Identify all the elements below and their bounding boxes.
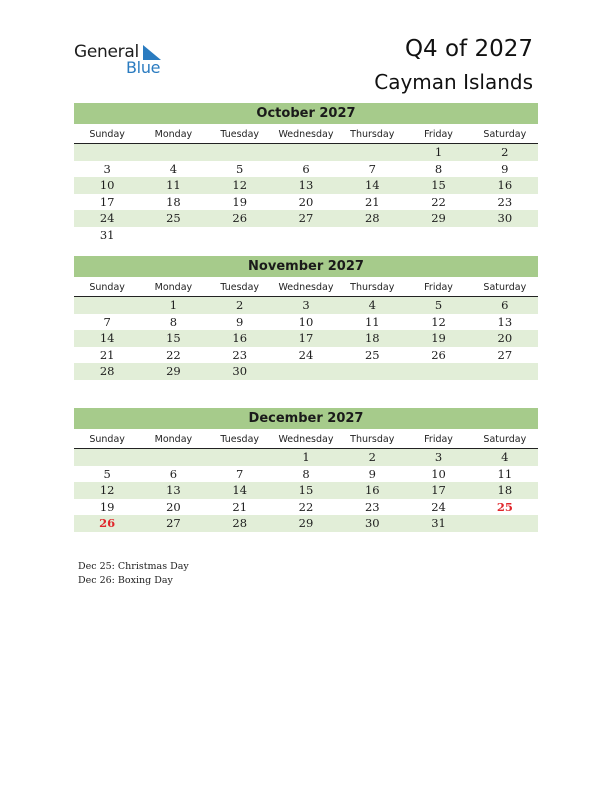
weekday-label: Monday	[154, 434, 193, 445]
day-cell: 16	[497, 178, 513, 192]
day-cell: 13	[166, 483, 181, 497]
day-cell: 31	[431, 516, 446, 530]
empty-day-cell	[405, 227, 471, 244]
weekday-label: Wednesday	[278, 434, 334, 445]
day-cell: 12	[232, 178, 248, 192]
day-cell: 28	[232, 516, 248, 530]
holiday-entry: Dec 26: Boxing Day	[78, 575, 173, 586]
weekday-label: Saturday	[483, 282, 527, 293]
day-cell: 2	[501, 145, 509, 159]
day-cell: 11	[166, 178, 181, 192]
day-cell: 24	[431, 499, 446, 514]
week-row	[74, 363, 538, 380]
day-cell: 23	[364, 499, 380, 514]
day-cell: 2	[368, 450, 376, 464]
day-cell: 10	[431, 466, 446, 481]
day-cell: 7	[103, 314, 111, 329]
day-cell: 27	[497, 347, 513, 362]
empty-day-cell	[273, 363, 339, 380]
weekday-label: Tuesday	[220, 129, 260, 140]
month-october	[74, 103, 538, 243]
week-row	[74, 482, 538, 499]
day-cell: 12	[431, 314, 446, 329]
day-cell: 9	[236, 314, 244, 329]
day-cell: 18	[166, 194, 181, 209]
empty-day-cell	[339, 363, 405, 380]
empty-day-cell	[339, 227, 405, 244]
month-title: October 2027	[74, 103, 538, 124]
weekday-label: Sunday	[89, 129, 125, 140]
holiday-entry: Dec 25: Christmas Day	[78, 561, 189, 572]
empty-day-cell	[273, 144, 339, 161]
day-cell: 9	[501, 161, 509, 176]
day-cell: 2	[236, 298, 244, 312]
day-cell: 6	[302, 161, 310, 176]
weekday-label: Saturday	[483, 434, 527, 445]
day-cell: 4	[501, 450, 509, 464]
weekday-header-row	[74, 126, 538, 144]
empty-day-cell	[74, 449, 140, 466]
day-cell: 10	[99, 178, 115, 192]
day-cell: 15	[298, 483, 314, 497]
day-cell: 23	[232, 347, 248, 362]
day-cell: 29	[431, 211, 446, 225]
day-cell: 30	[364, 516, 380, 530]
empty-day-cell	[140, 449, 206, 466]
weekday-label: Wednesday	[278, 129, 334, 140]
week-row	[74, 194, 538, 211]
day-cell: 13	[298, 178, 314, 192]
empty-day-cell	[273, 227, 339, 244]
day-cell: 23	[497, 194, 513, 209]
day-cell: 5	[236, 161, 244, 176]
day-cell: 3	[434, 450, 443, 464]
day-cell: 13	[497, 314, 513, 329]
empty-day-cell	[207, 227, 273, 244]
day-cell: 5	[434, 298, 443, 312]
day-cell: 28	[99, 364, 115, 378]
day-cell: 11	[497, 466, 513, 481]
week-row	[74, 177, 538, 194]
day-cell: 3	[103, 161, 111, 176]
day-cell: 25	[166, 211, 181, 225]
day-cell: 18	[364, 331, 380, 345]
day-cell: 24	[298, 347, 314, 362]
weekday-label: Saturday	[483, 129, 527, 140]
day-cell: 14	[232, 483, 248, 497]
week-row	[74, 499, 538, 516]
day-cell: 7	[236, 466, 244, 481]
day-cell: 1	[434, 145, 443, 159]
day-cell: 26	[431, 347, 446, 362]
weekday-label: Monday	[154, 282, 193, 293]
day-cell: 17	[99, 194, 115, 209]
day-cell: 4	[169, 161, 178, 176]
day-cell: 24	[99, 211, 115, 225]
day-cell: 27	[298, 211, 314, 225]
day-cell: 6	[501, 298, 509, 312]
weekday-label: Wednesday	[278, 282, 334, 293]
day-cell: 29	[298, 516, 314, 530]
week-row	[74, 466, 538, 483]
day-cell: 22	[431, 194, 446, 209]
day-cell: 3	[302, 298, 310, 312]
day-cell: 8	[434, 161, 443, 176]
empty-day-cell	[472, 363, 538, 380]
weekday-label: Tuesday	[220, 434, 260, 445]
day-cell: 16	[232, 331, 248, 345]
day-cell: 22	[298, 499, 314, 514]
day-cell: 27	[166, 516, 181, 530]
day-cell: 19	[431, 331, 446, 345]
day-cell: 10	[298, 314, 314, 329]
day-cell: 26	[99, 516, 116, 530]
week-row	[74, 330, 538, 347]
day-cell: 12	[99, 483, 115, 497]
day-cell: 15	[166, 331, 181, 345]
empty-day-cell	[339, 144, 405, 161]
empty-day-cell	[74, 144, 140, 161]
month-december	[74, 408, 538, 532]
week-row	[74, 161, 538, 178]
day-cell: 19	[99, 499, 115, 514]
day-cell: 15	[431, 178, 446, 192]
day-cell: 18	[497, 483, 513, 497]
empty-day-cell	[207, 449, 273, 466]
weekday-label: Monday	[154, 129, 193, 140]
day-cell: 4	[368, 298, 376, 312]
day-cell: 28	[364, 211, 380, 225]
week-row	[74, 227, 538, 244]
day-cell: 21	[364, 194, 380, 209]
week-row	[74, 515, 538, 532]
week-row	[74, 144, 538, 161]
weekday-header-row	[74, 279, 538, 297]
week-row	[74, 314, 538, 331]
day-cell: 20	[166, 499, 181, 514]
day-cell: 25	[496, 499, 513, 514]
month-title: November 2027	[74, 256, 538, 277]
day-cell: 7	[368, 161, 376, 176]
weekday-label: Friday	[424, 434, 453, 445]
week-row	[74, 449, 538, 466]
week-row	[74, 210, 538, 227]
month-november	[74, 256, 538, 380]
holiday-list	[78, 560, 189, 588]
weekday-label: Thursday	[350, 434, 395, 445]
day-cell: 20	[497, 331, 513, 345]
day-cell: 17	[431, 483, 446, 497]
day-cell: 9	[368, 466, 376, 481]
weekday-label: Sunday	[89, 434, 125, 445]
day-cell: 6	[169, 466, 178, 481]
month-title: December 2027	[74, 408, 538, 429]
weekday-label: Friday	[424, 129, 453, 140]
day-cell: 1	[169, 298, 178, 312]
day-cell: 8	[169, 314, 178, 329]
weekday-header-row	[74, 431, 538, 449]
day-cell: 21	[232, 499, 248, 514]
country-title: Cayman Islands	[374, 70, 533, 94]
day-cell: 11	[364, 314, 380, 329]
weekday-label: Friday	[424, 282, 453, 293]
day-cell: 1	[302, 450, 310, 464]
empty-day-cell	[472, 227, 538, 244]
day-cell: 22	[166, 347, 181, 362]
empty-day-cell	[472, 515, 538, 532]
logo-word-general: General	[74, 42, 139, 62]
weekday-label: Thursday	[350, 129, 395, 140]
quarter-title: Q4 of 2027	[404, 36, 533, 62]
week-row	[74, 347, 538, 364]
day-cell: 29	[166, 364, 181, 378]
day-cell: 8	[302, 466, 310, 481]
weekday-label: Thursday	[350, 282, 395, 293]
empty-day-cell	[140, 227, 206, 244]
empty-day-cell	[74, 297, 140, 314]
week-row	[74, 297, 538, 314]
brand-logo	[74, 42, 174, 78]
day-cell: 30	[232, 364, 248, 378]
empty-day-cell	[140, 144, 206, 161]
empty-day-cell	[207, 144, 273, 161]
weekday-label: Sunday	[89, 282, 125, 293]
day-cell: 17	[298, 331, 314, 345]
day-cell: 19	[232, 194, 248, 209]
day-cell: 16	[364, 483, 380, 497]
day-cell: 25	[364, 347, 380, 362]
day-cell: 31	[99, 227, 115, 242]
day-cell: 26	[232, 211, 248, 225]
day-cell: 30	[497, 211, 513, 225]
logo-word-blue: Blue	[126, 58, 161, 77]
day-cell: 14	[99, 331, 115, 345]
day-cell: 20	[298, 194, 314, 209]
weekday-label: Tuesday	[220, 282, 260, 293]
day-cell: 5	[103, 466, 111, 481]
day-cell: 14	[364, 178, 380, 192]
day-cell: 21	[99, 347, 115, 362]
empty-day-cell	[405, 363, 471, 380]
